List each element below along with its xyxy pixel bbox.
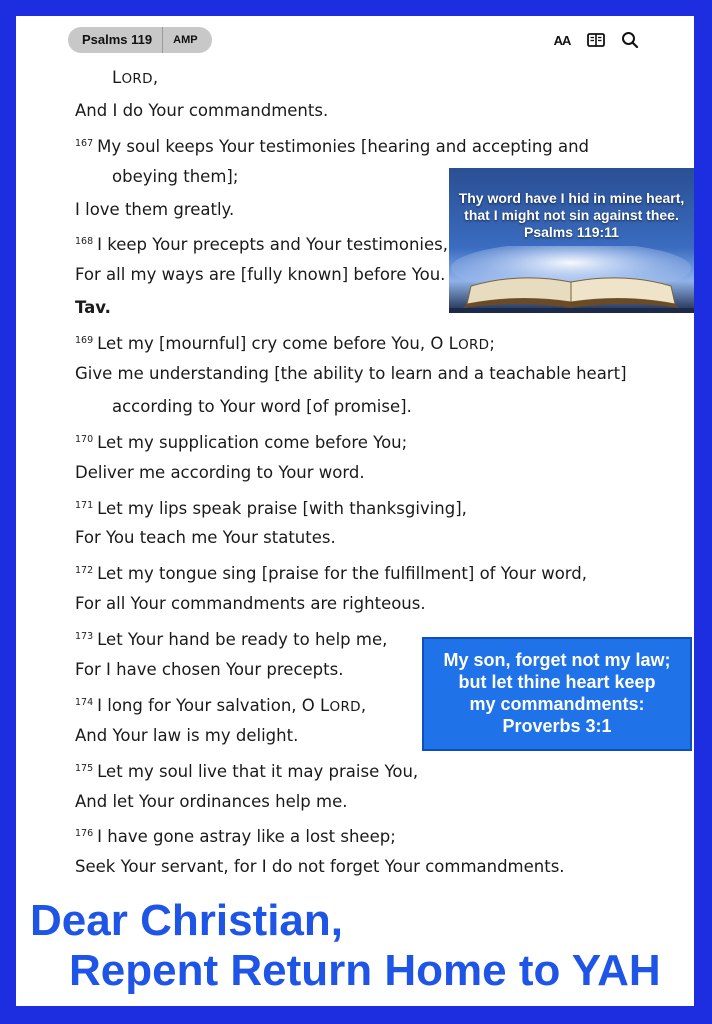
card-line: Proverbs 3:1 [502, 716, 612, 736]
verse-number: 175 [75, 762, 94, 774]
verse-text-run: Deliver me according to Your word. [75, 462, 365, 482]
verse-line [75, 95, 627, 128]
verse-line [75, 391, 627, 424]
verse-line [75, 325, 627, 358]
card-line: that I might not sin against thee. [464, 207, 679, 223]
verse-line [75, 490, 627, 523]
verse-text-run: For all my ways are [fully known] before You. [75, 265, 446, 285]
verse-text-run: And Your law is my delight. [75, 725, 299, 745]
verse-text-run: Let my supplication come before You; [97, 432, 408, 452]
verse-text-run: Give me understanding [the ability to learn and a teachable heart] [75, 364, 627, 384]
verse-text-run: I have gone astray like a lost sheep; [97, 827, 396, 847]
passage-selector[interactable] [68, 27, 212, 53]
reader-page [16, 16, 694, 1006]
divine-name: LORD [320, 695, 361, 715]
verse-text-run: I long for Your salvation, O [97, 695, 321, 715]
verse-line [75, 818, 627, 851]
verse-text-run: Let my [mournful] cry come before You, O [97, 334, 449, 354]
verse-text-run: obeying them]; [112, 166, 239, 186]
verse-text-run: ; [489, 334, 495, 354]
verse-text-run: Let my soul live that it may praise You, [97, 761, 419, 781]
verse-number: 169 [75, 335, 94, 347]
verse-line [75, 786, 627, 819]
verse-text-run: For all Your commandments are righteous. [75, 594, 426, 614]
verse-text-run: I keep Your precepts and Your testimonies, [97, 235, 448, 255]
psalms-card-text [449, 190, 694, 241]
verse-number: 167 [75, 137, 94, 149]
verse-number: 168 [75, 236, 94, 248]
psalms-verse-card [449, 168, 694, 313]
verse-line [75, 555, 627, 588]
verse-text-run: And let Your ordinances help me. [75, 791, 348, 811]
verse-text-run: , [360, 695, 367, 715]
card-line: my commandments: [469, 694, 645, 714]
verse-line [75, 128, 627, 161]
verse-number: 170 [75, 433, 94, 445]
verse-text-run: For You teach me Your statutes. [75, 528, 336, 548]
proverbs-verse-card [422, 637, 692, 751]
verse-line [75, 62, 627, 95]
text-size-icon[interactable] [552, 30, 572, 50]
verse-text-run: Let my lips speak praise [with thanksgiving], [97, 498, 467, 518]
proverbs-card-text [424, 649, 690, 737]
open-bible-illustration [449, 246, 694, 313]
verse-text-run: My soul keeps Your testimonies [hearing and accepting and [97, 136, 590, 156]
verse-text-run: Let Your hand be ready to help me, [97, 630, 388, 650]
reader-toolbar [16, 16, 694, 66]
verse-number: 172 [75, 565, 94, 577]
verse-text-run: And I do Your commandments. [75, 100, 329, 120]
verse-text-run: Seek Your servant, for I do not forget Your commandments. [75, 857, 565, 877]
card-line: Psalms 119:11 [524, 224, 619, 240]
verse-text-run: according to Your word [of promise]. [112, 396, 412, 416]
book-chapter-button[interactable]: Psalms 119 [68, 27, 163, 53]
text-size-label: AA [553, 32, 571, 48]
card-line: but let thine heart keep [458, 672, 656, 692]
divine-name: LORD [448, 334, 490, 354]
verse-line [75, 457, 627, 490]
card-line: Thy word have I hid in mine heart, [458, 190, 685, 206]
verse-text-run: I love them greatly. [75, 199, 235, 219]
verse-line [75, 753, 627, 786]
search-icon[interactable] [620, 30, 640, 50]
verse-text-run: For I have chosen Your precepts. [75, 660, 344, 680]
version-button[interactable]: AMP [173, 34, 198, 46]
verse-text-run: , [152, 68, 159, 87]
verse-line [75, 358, 627, 391]
verse-line [75, 424, 627, 457]
verse-number: 173 [75, 631, 94, 643]
banner-line-1: Dear Christian, [30, 896, 343, 945]
verse-text-run: Tav. [75, 298, 111, 318]
verse-text-run: Let my tongue sing [praise for the fulfillment] of Your word, [97, 564, 588, 584]
verse-line [75, 851, 627, 884]
divine-name: LORD [112, 68, 153, 87]
verse-number: 176 [75, 828, 94, 840]
verse-line [75, 588, 627, 621]
reading-mode-icon[interactable] [586, 30, 606, 50]
verse-number: 174 [75, 696, 94, 708]
verse-line [75, 522, 627, 555]
verse-number: 171 [75, 499, 94, 511]
card-line: My son, forget not my law; [443, 650, 671, 670]
banner-line-2: Repent Return Home to YAH [69, 946, 661, 995]
